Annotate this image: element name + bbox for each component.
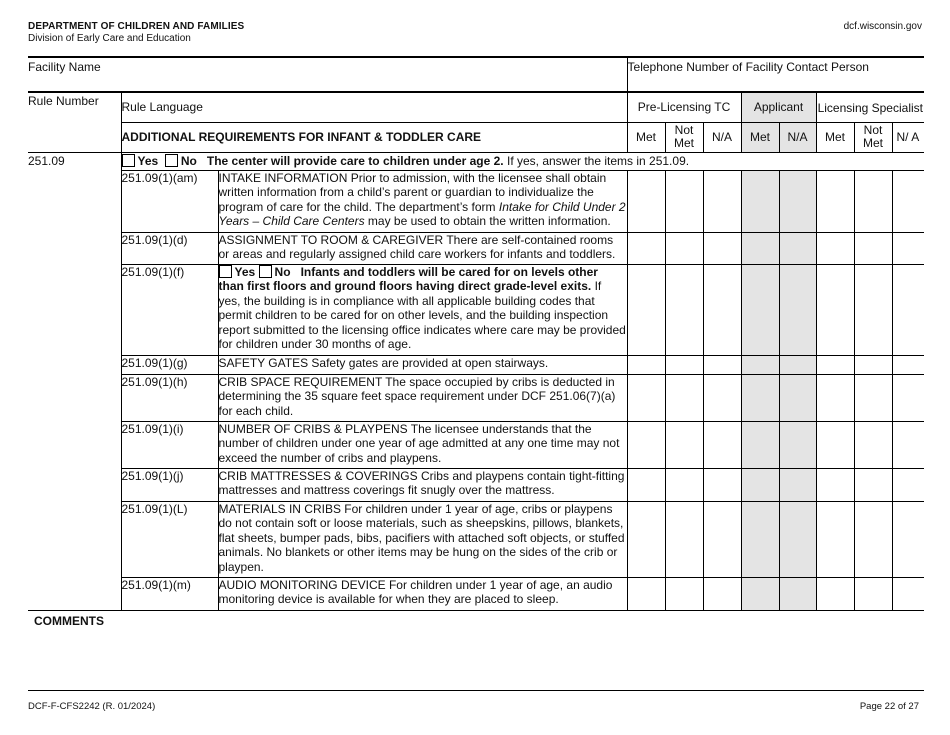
- applicant-header: Applicant: [741, 92, 816, 122]
- page-number: Page 22 of 27: [859, 701, 919, 712]
- rule-language: [218, 374, 627, 421]
- applicant-met-cell[interactable]: [741, 170, 779, 232]
- pre-licensing-met-cell[interactable]: [627, 421, 665, 468]
- applicant-na-cell[interactable]: [779, 264, 816, 355]
- applicant-met-cell[interactable]: [741, 577, 779, 610]
- specialist-na-header: N/ A: [892, 122, 924, 152]
- rule-number: 251.09(1)(m): [121, 577, 218, 610]
- specialist-met-cell[interactable]: [816, 355, 854, 374]
- applicant-na-cell[interactable]: [779, 374, 816, 421]
- rule-text: INTAKE INFORMATION Prior to admission, with the licensee shall obtain written information from a child’s parent or guardian to individualize the program of care for the child. The department’s form: [218, 170, 607, 214]
- applicant-na-cell[interactable]: [779, 421, 816, 468]
- applicant-met-cell[interactable]: [741, 374, 779, 421]
- pre-licensing-not-met-cell[interactable]: [665, 264, 703, 355]
- no-checkbox[interactable]: [259, 265, 272, 278]
- specialist-not-met-cell[interactable]: [854, 264, 892, 355]
- pre-licensing-na-cell[interactable]: [703, 577, 741, 610]
- applicant-na-cell[interactable]: [779, 468, 816, 501]
- facility-name-field[interactable]: [28, 57, 627, 92]
- specialist-not-met-cell[interactable]: [854, 170, 892, 232]
- pre-licensing-not-met-cell[interactable]: [665, 355, 703, 374]
- pre-licensing-met-cell[interactable]: [627, 232, 665, 264]
- specialist-not-met-cell[interactable]: [854, 232, 892, 264]
- rule-form-title: Intake for Child Under 2 Years – Child Care Centers: [218, 199, 626, 228]
- rule-text: AUDIO MONITORING DEVICE For children under 1 year of age, an audio monitoring device is available for when they are placed to sleep.: [218, 577, 613, 606]
- specialist-not-met-cell[interactable]: [854, 355, 892, 374]
- table-row: [28, 170, 924, 232]
- pre-licensing-not-met-header: Not Met: [665, 122, 703, 152]
- question-rule-number: 251.09: [28, 153, 65, 168]
- pre-licensing-na-header: N/A: [703, 122, 741, 152]
- rule-language-header: Rule Language: [121, 92, 627, 122]
- applicant-na-cell[interactable]: [779, 577, 816, 610]
- comments-label: COMMENTS: [34, 614, 104, 628]
- rule-number: 251.09(1)(g): [121, 355, 218, 374]
- question-text: If yes, answer the items in 251.09.: [506, 153, 690, 168]
- pre-licensing-not-met-cell[interactable]: [665, 577, 703, 610]
- specialist-na-cell[interactable]: [892, 421, 924, 468]
- rule-language: [218, 421, 627, 468]
- rule-number: 251.09(1)(L): [121, 501, 218, 577]
- specialist-met-cell[interactable]: [816, 232, 854, 264]
- rule-language: [218, 264, 627, 355]
- rule-number-header: Rule Number: [28, 92, 121, 152]
- specialist-na-cell[interactable]: [892, 577, 924, 610]
- specialist-na-cell[interactable]: [892, 501, 924, 577]
- specialist-met-cell[interactable]: [816, 374, 854, 421]
- rule-language: [218, 501, 627, 577]
- yes-label: Yes: [137, 153, 159, 168]
- rule-text: NUMBER OF CRIBS & PLAYPENS The licensee understands that the number of children under one year of age admitted at any one time may not exceed the number of cribs and playpens.: [218, 421, 620, 465]
- table-row: [28, 232, 924, 264]
- pre-licensing-not-met-cell[interactable]: [665, 374, 703, 421]
- no-label: No: [274, 264, 291, 279]
- pre-licensing-met-cell[interactable]: [627, 501, 665, 577]
- form-id: DCF-F-CFS2242 (R. 01/2024): [28, 701, 156, 712]
- rule-text: CRIB MATTRESSES & COVERINGS Cribs and playpens contain tight-fitting mattresses and mattress coverings fit snugly over the mattress.: [218, 468, 625, 497]
- applicant-na-cell[interactable]: [779, 170, 816, 232]
- table-row: [28, 264, 924, 355]
- table-row: [28, 468, 924, 501]
- table-row: [28, 374, 924, 421]
- rule-text: may be used to obtain the written information.: [364, 214, 611, 228]
- specialist-na-cell[interactable]: [892, 355, 924, 374]
- yes-label: Yes: [234, 264, 256, 279]
- telephone-label: Telephone Number of Facility Contact Person: [627, 60, 869, 74]
- specialist-na-cell[interactable]: [892, 374, 924, 421]
- specialist-met-cell[interactable]: [816, 170, 854, 232]
- specialist-not-met-cell[interactable]: [854, 421, 892, 468]
- table-row: [28, 577, 924, 610]
- applicant-na-cell[interactable]: [779, 501, 816, 577]
- no-checkbox[interactable]: [165, 154, 178, 167]
- pre-licensing-not-met-cell[interactable]: [665, 170, 703, 232]
- pre-licensing-na-cell[interactable]: [703, 232, 741, 264]
- pre-licensing-met-cell[interactable]: [627, 374, 665, 421]
- rule-text: If yes, the building is in compliance with all applicable building codes that permit children to be cared for on other levels, and the building inspection report submitted to the licensing office indicates where care may be provided for children under 30 months of age.: [218, 279, 626, 351]
- pre-licensing-not-met-cell[interactable]: [665, 468, 703, 501]
- applicant-na-header: N/A: [779, 122, 816, 152]
- rule-number: 251.09(1)(d): [121, 232, 218, 264]
- yes-checkbox[interactable]: [122, 154, 135, 167]
- specialist-na-cell[interactable]: [892, 170, 924, 232]
- department-name: DEPARTMENT OF CHILDREN AND FAMILIES: [28, 21, 245, 32]
- specialist-not-met-header: Not Met: [854, 122, 892, 152]
- applicant-met-cell[interactable]: [741, 264, 779, 355]
- facility-name-label: Facility Name: [28, 60, 101, 74]
- rule-text: CRIB SPACE REQUIREMENT The space occupied by cribs is deducted in determining the 35 square feet space requirement under DCF 251.06(7)(a) for each child.: [218, 374, 616, 418]
- rule-number: 251.09(1)(f): [121, 264, 218, 355]
- yes-checkbox[interactable]: [219, 265, 232, 278]
- specialist-not-met-cell[interactable]: [854, 577, 892, 610]
- pre-licensing-not-met-cell[interactable]: [665, 421, 703, 468]
- licensing-specialist-header: Licensing Specialist: [816, 92, 924, 122]
- pre-licensing-met-cell[interactable]: [627, 355, 665, 374]
- specialist-not-met-cell[interactable]: [854, 374, 892, 421]
- pre-licensing-na-cell[interactable]: [703, 355, 741, 374]
- specialist-na-cell[interactable]: [892, 264, 924, 355]
- pre-licensing-met-cell[interactable]: [627, 264, 665, 355]
- website-link[interactable]: dcf.wisconsin.gov: [843, 21, 922, 32]
- applicant-met-cell[interactable]: [741, 501, 779, 577]
- rule-language: [218, 170, 627, 232]
- rule-number: 251.09(1)(i): [121, 421, 218, 468]
- applicant-met-header: Met: [741, 122, 779, 152]
- question-row: [121, 152, 924, 170]
- pre-licensing-met-cell[interactable]: [627, 577, 665, 610]
- rule-text-bold: Infants and toddlers will be cared for on levels other than first floors and ground floors having direct grade-level exits.: [218, 264, 598, 293]
- specialist-not-met-cell[interactable]: [854, 468, 892, 501]
- pre-licensing-na-cell[interactable]: [703, 264, 741, 355]
- checklist-table: [28, 56, 924, 611]
- specialist-na-cell[interactable]: [892, 232, 924, 264]
- pre-licensing-not-met-cell[interactable]: [665, 232, 703, 264]
- rule-number: 251.09(1)(h): [121, 374, 218, 421]
- footer-divider: [28, 690, 924, 691]
- specialist-met-cell[interactable]: [816, 577, 854, 610]
- pre-licensing-header: Pre-Licensing TC: [627, 92, 741, 122]
- specialist-met-header: Met: [816, 122, 854, 152]
- applicant-met-cell[interactable]: [741, 232, 779, 264]
- applicant-met-cell[interactable]: [741, 421, 779, 468]
- specialist-met-cell[interactable]: [816, 421, 854, 468]
- applicant-met-cell[interactable]: [741, 355, 779, 374]
- rule-language: [218, 468, 627, 501]
- pre-licensing-met-header: Met: [627, 122, 665, 152]
- rule-language: [218, 355, 627, 374]
- applicant-na-cell[interactable]: [779, 355, 816, 374]
- rule-text: MATERIALS IN CRIBS For children under 1 year of age, cribs or playpens do not contain soft or loose materials, such as sheepskins, pillows, blankets, flat sheets, bumper pads, bibs, pacifiers with attached soft objects, or stuffed animals. No blankets or other items may be hung on the sides of the crib or playpen.: [218, 501, 625, 574]
- applicant-na-cell[interactable]: [779, 232, 816, 264]
- rule-number: 251.09(1)(j): [121, 468, 218, 501]
- telephone-field[interactable]: [627, 57, 924, 92]
- division-name: Division of Early Care and Education: [28, 33, 191, 44]
- rule-language: [218, 577, 627, 610]
- section-title: ADDITIONAL REQUIREMENTS FOR INFANT & TODDLER CARE: [121, 122, 627, 152]
- rule-text: ASSIGNMENT TO ROOM & CAREGIVER There are self-contained rooms or areas and regularly assigned child care workers for infants and toddlers.: [218, 232, 616, 261]
- rule-text: SAFETY GATES Safety gates are provided at open stairways.: [218, 355, 549, 370]
- pre-licensing-na-cell[interactable]: [703, 374, 741, 421]
- table-row: [28, 355, 924, 374]
- table-row: [28, 501, 924, 577]
- no-label: No: [180, 153, 197, 168]
- pre-licensing-met-cell[interactable]: [627, 468, 665, 501]
- specialist-na-cell[interactable]: [892, 468, 924, 501]
- rule-number: 251.09(1)(am): [121, 170, 218, 232]
- pre-licensing-na-cell[interactable]: [703, 170, 741, 232]
- applicant-met-cell[interactable]: [741, 468, 779, 501]
- table-row: [28, 421, 924, 468]
- pre-licensing-na-cell[interactable]: [703, 501, 741, 577]
- pre-licensing-na-cell[interactable]: [703, 421, 741, 468]
- pre-licensing-not-met-cell[interactable]: [665, 501, 703, 577]
- question-text-bold: The center will provide care to children under age 2.: [206, 153, 504, 168]
- pre-licensing-na-cell[interactable]: [703, 468, 741, 501]
- specialist-met-cell[interactable]: [816, 468, 854, 501]
- specialist-met-cell[interactable]: [816, 501, 854, 577]
- specialist-not-met-cell[interactable]: [854, 501, 892, 577]
- rule-language: [218, 232, 627, 264]
- pre-licensing-met-cell[interactable]: [627, 170, 665, 232]
- specialist-met-cell[interactable]: [816, 264, 854, 355]
